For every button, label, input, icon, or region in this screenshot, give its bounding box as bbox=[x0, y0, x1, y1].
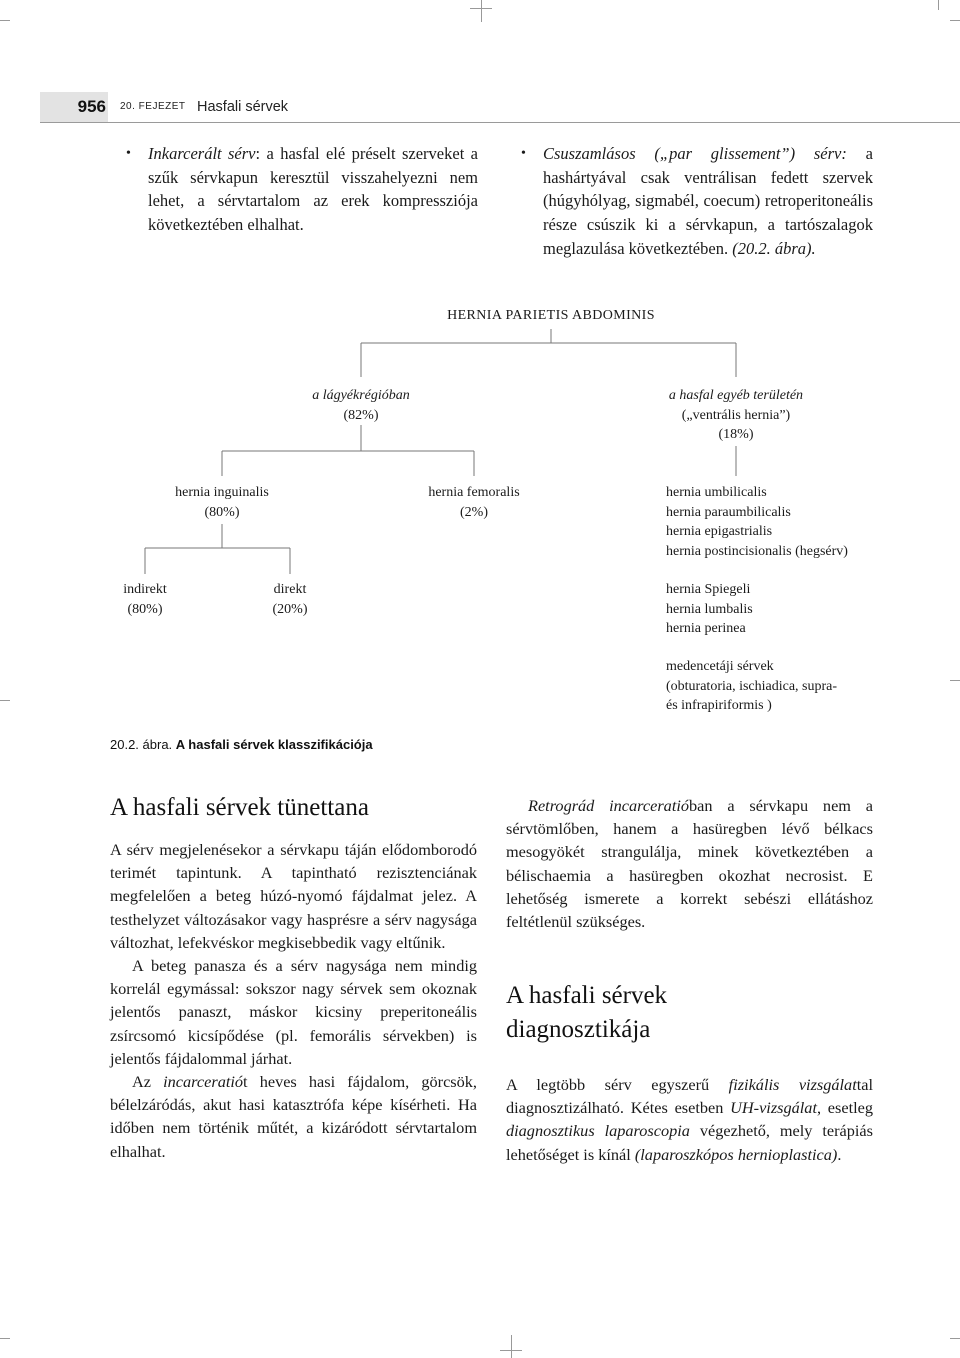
list-item: medencetáji sérvek bbox=[666, 659, 774, 674]
list-item: hernia epigastrialis bbox=[666, 524, 773, 539]
node-percent: (2%) bbox=[460, 504, 488, 520]
list-item: hernia Spiegeli bbox=[666, 582, 751, 597]
bullet-term: Inkarcerált sérv bbox=[148, 144, 256, 163]
list-item: és infrapiriformis ) bbox=[666, 698, 772, 713]
node-percent: (80%) bbox=[127, 601, 163, 617]
tree-node-femoralis bbox=[394, 483, 554, 522]
tree-root: HERNIA PARIETIS ABDOMINIS bbox=[447, 308, 655, 323]
tree-node-direkt bbox=[240, 580, 340, 619]
figure-caption bbox=[110, 737, 373, 752]
text-run: tal diagnosztizálható. Kétes esetben bbox=[506, 1075, 873, 1118]
paragraph: A beteg panasza és a sérv nagysága nem mindig korrelál egymással: sokszor nagy sérvek sem okoznak jelentős panaszt, máskor kicsiny preperitoneális zsírcsomó kicsípődése (pl. femorális sérvekben) is jelentős fájdalommal járhat. bbox=[110, 956, 477, 1068]
bullet-dot: • bbox=[521, 146, 526, 161]
crop-mark bbox=[950, 1338, 960, 1339]
figure-reference: (20.2. ábra). bbox=[732, 238, 816, 258]
left-column-text bbox=[110, 838, 477, 1163]
section-heading-symptoms: A hasfali sérvek tünettana bbox=[110, 794, 369, 821]
node-label: hernia femoralis bbox=[428, 485, 520, 500]
figure-title: A hasfali sérvek klasszifikációja bbox=[175, 737, 373, 752]
tree-node-pelvic bbox=[666, 657, 926, 716]
section-heading-diagnostics bbox=[506, 979, 886, 1047]
tree-node-ventral-list-2 bbox=[666, 580, 926, 639]
text-run: t heves hasi fájdalom, görcsök, bélelzáródás, akut hasi katasztrófa képe kísérheti. Ha időben nem történik műtét, a kizáródott sérvtartalom elhalhat. bbox=[110, 1072, 477, 1161]
figure-number: 20.2. ábra. bbox=[110, 737, 173, 752]
tree-node-indirekt bbox=[95, 580, 195, 619]
italic-term: Retrográd incarceratió bbox=[528, 796, 690, 815]
tree-node-groin bbox=[281, 386, 441, 425]
crop-mark bbox=[500, 1350, 522, 1351]
node-label: hernia inguinalis bbox=[175, 485, 269, 500]
node-label: a lágyékrégióban bbox=[312, 388, 410, 403]
italic-term: diagnosztikus laparoscopia bbox=[506, 1121, 690, 1141]
italic-term: UH-vizsgálat bbox=[730, 1098, 817, 1118]
bullet-text: : a hasfal elé préselt szerveket a szűk sérvkapun keresztül visszahelyezni nem lehet, a sérvtartalom az erek kompressziója következtében elhalhat. bbox=[148, 144, 478, 235]
text-run: , esetleg bbox=[816, 1098, 873, 1118]
node-label: indirekt bbox=[123, 582, 167, 597]
node-percent: (80%) bbox=[204, 504, 240, 520]
right-column-text bbox=[506, 794, 873, 933]
italic-term: fizikális vizsgálat bbox=[728, 1075, 857, 1094]
italic-term: incarceratió bbox=[163, 1072, 244, 1092]
italic-term: (laparoszkópos hernioplastica) bbox=[634, 1144, 838, 1164]
paragraph bbox=[110, 1070, 477, 1163]
page-number: 956 bbox=[40, 92, 108, 122]
list-item: hernia perinea bbox=[666, 621, 746, 636]
list-item: hernia umbilicalis bbox=[666, 485, 767, 500]
heading-line: A hasfali sérvek bbox=[506, 982, 668, 1009]
heading-line: diagnosztikája bbox=[506, 1016, 651, 1043]
tree-node-ventral bbox=[626, 386, 846, 445]
right-column-diagnostics-text bbox=[506, 1073, 873, 1166]
bullet-dot: • bbox=[126, 146, 131, 161]
list-item: (obturatoria, ischiadica, supra- bbox=[666, 678, 838, 694]
text-run: A legtöbb sérv egyszerű bbox=[506, 1075, 729, 1094]
node-sublabel: („ventrális hernia”) bbox=[681, 407, 791, 423]
tree-node-inguinalis bbox=[142, 483, 302, 522]
node-percent: (20%) bbox=[272, 601, 308, 617]
list-item: hernia postincisionalis (hegsérv) bbox=[666, 543, 848, 559]
node-percent: (18%) bbox=[718, 427, 754, 442]
node-label: a hasfal egyéb területén bbox=[668, 388, 804, 403]
text-run: végezhető, mely terápiás lehetőséget is kínál bbox=[506, 1121, 873, 1164]
chapter-label: 20. FEJEZET bbox=[120, 101, 186, 112]
crop-mark bbox=[0, 1338, 10, 1339]
paragraph bbox=[506, 1073, 873, 1166]
list-item: hernia paraumbilicalis bbox=[666, 504, 791, 520]
text-run: ban a sérvkapu nem a sérvtömlőben, hanem a hasüregben lévő bélkacs mesogyökét strangulálja, minek következtében a bélischaemia a hasüregben okozhat necrosist. E lehetőség ismerete a korrekt sebészi ellátáshoz feltétlenül szükséges. bbox=[506, 796, 873, 932]
crop-mark bbox=[511, 1335, 512, 1358]
tree-node-ventral-list bbox=[666, 483, 926, 561]
bullet-text: a hashártyával csak ventrálisan fedett szervek (húgyhólyag, sigmabél, coecum) retroperitoneális része csúszik ki a sérvkapun, a tartószalagok meglazulása következtében. bbox=[543, 144, 873, 258]
running-title: Hasfali sérvek bbox=[197, 99, 289, 115]
paragraph: A sérv megjelenésekor a sérvkapu táján elődomborodó terimét tapintunk. A tapintható rezisztenciának megfelelően a beteg húzó-nyomó fájdalmat jelez. A testhelyzet változásakor vagy hasprésre a sérv nagysága változhat, lefekvéskor megkisebbedik vagy eltűnik. bbox=[110, 840, 477, 952]
text-run: . bbox=[837, 1144, 842, 1164]
text-run: Az bbox=[132, 1072, 164, 1092]
list-item: hernia lumbalis bbox=[666, 601, 753, 617]
paragraph bbox=[506, 794, 873, 933]
node-percent: (82%) bbox=[343, 407, 379, 423]
bullet-term: Csuszamlásos („par glissement”) sérv: bbox=[543, 144, 847, 163]
node-label: direkt bbox=[273, 582, 307, 597]
